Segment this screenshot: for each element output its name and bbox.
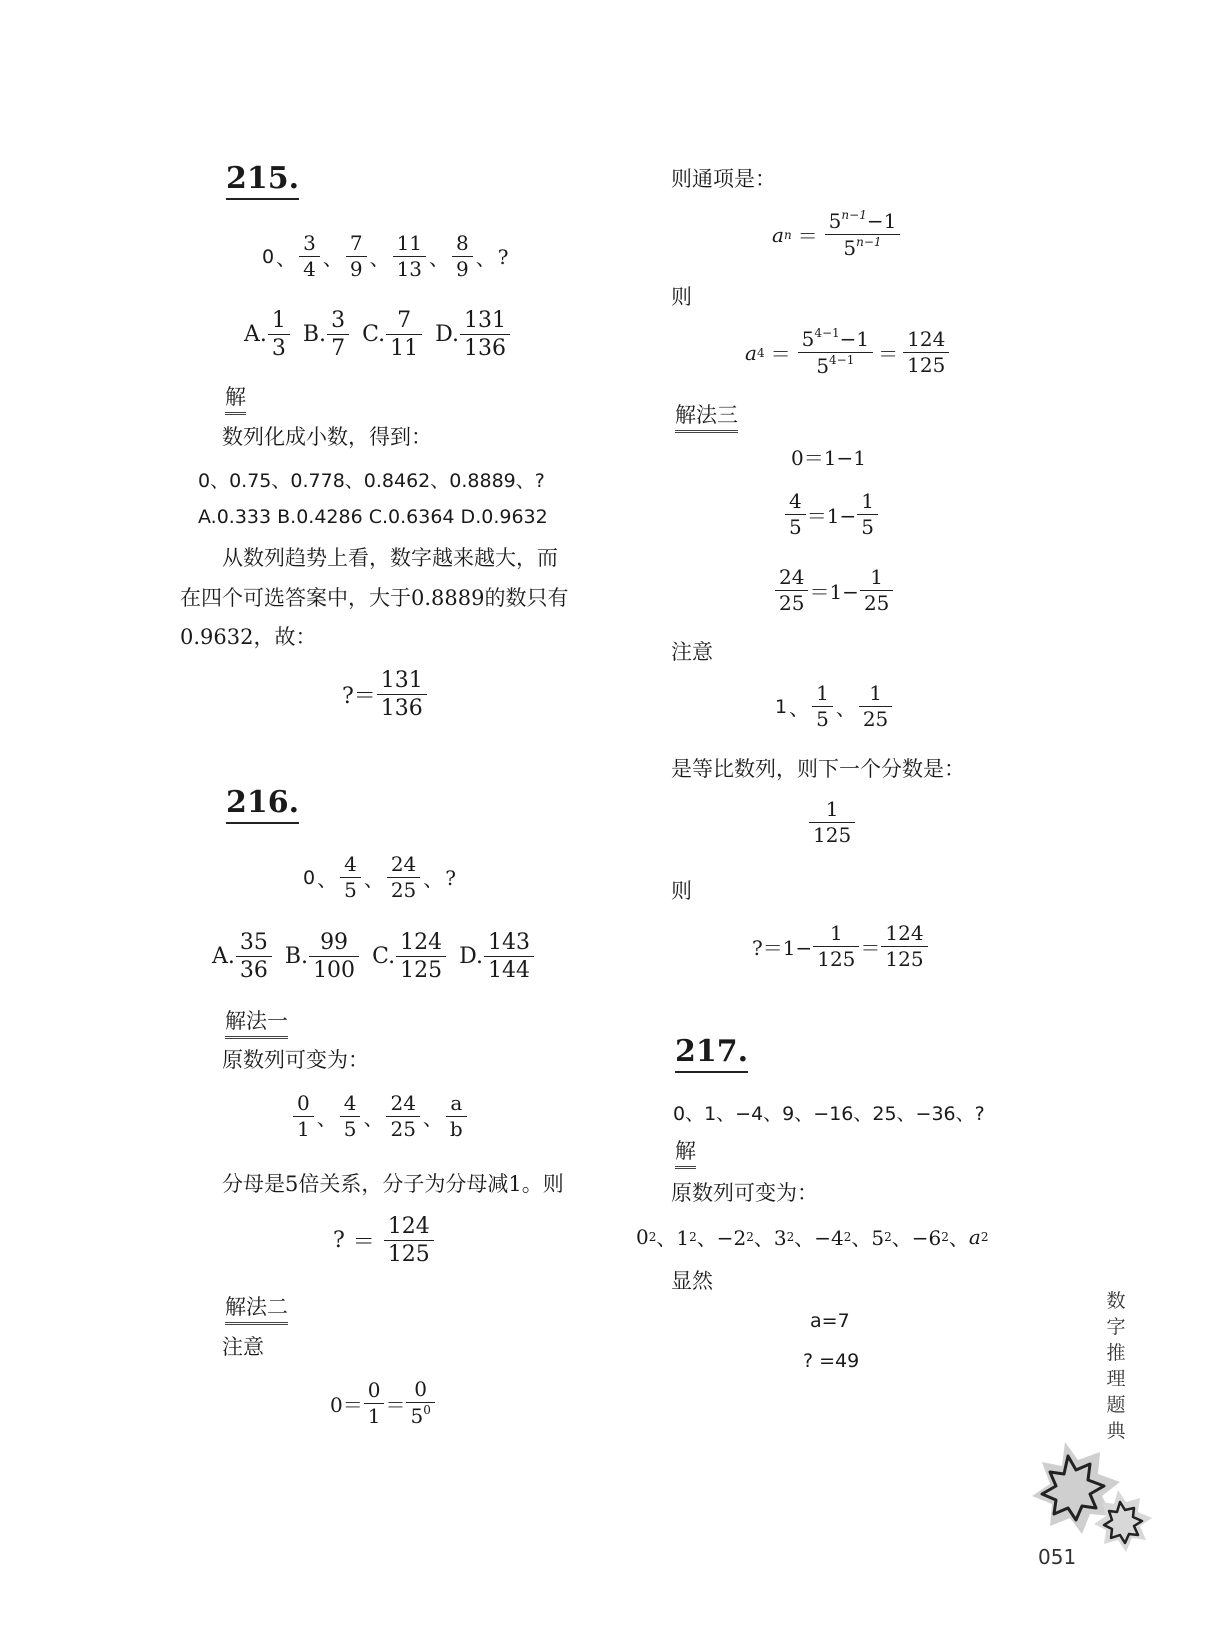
problem-215-options: A. $\frac{1}{3}$ B. $\frac{3}{7}$ C. $\frac{7}{11}$ D. $\frac{131}{136}$	[244, 308, 511, 362]
problem-217-answer: ? =49	[803, 1350, 860, 1372]
problem-216-options: A. $\frac{35}{36}$ B. $\frac{99}{100}$ C. $\frac{124}{125}$ D. $\frac{143}{144}$	[212, 930, 535, 984]
general-term-formula: a n ＝ $\frac{5^{n-1}-1}{5^{n-1}}$	[772, 209, 901, 260]
note-label: 注意	[671, 640, 713, 664]
problem-216-method-1-label: 解法一	[225, 1008, 288, 1039]
then-label-2: 则	[671, 879, 692, 903]
problem-215-answer: ?＝ $\frac{131}{136}$	[342, 668, 428, 722]
problem-217-line-1: 原数列可变为：	[671, 1181, 818, 1205]
problem-215-decimal-options: A.0.333 B.0.4286 C.0.6364 D.0.9632	[198, 506, 548, 528]
side-book-title: 数 字 推 理 题 典	[1106, 1290, 1126, 1442]
geometric-sequence: 1 、 $\frac{1}{5}$ 、 $\frac{1}{25}$	[775, 682, 893, 731]
problem-217-squares: 0 2 、1 2 、−2 2 、3 2 、−4 2 、5 2 、−6 2 、 a 2	[636, 1224, 989, 1250]
method-3-label: 解法三	[675, 402, 738, 433]
problem-215-para-3: 0.9632，故：	[180, 625, 317, 649]
geometric-text: 是等比数列，则下一个分数是：	[671, 757, 965, 781]
problem-215-decimal-sequence: 0、0.75、0.778、0.8462、0.8889、?	[198, 470, 545, 492]
problem-215-solution-label: 解	[225, 384, 246, 415]
problem-216-method-1-sequence: $\frac{0}{1}$ 、 $\frac{4}{5}$ 、 $\frac{24}{25}$ 、 $\frac{a}{b}$	[292, 1092, 468, 1141]
problem-215-line-1: 数列化成小数，得到：	[222, 425, 432, 449]
problem-217-a-value: a=7	[810, 1310, 850, 1332]
problem-217-obvious: 显然	[671, 1269, 713, 1293]
problem-217-sequence: 0、1、−4、9、−16、25、−36、?	[673, 1103, 985, 1125]
problem-215-para-2: 在四个可选答案中，大于0.8889的数只有	[180, 586, 569, 610]
page-number: 051	[1038, 1545, 1077, 1569]
method-3-eq-3: $\frac{24}{25}$ ＝1− $\frac{1}{25}$	[774, 566, 894, 615]
problem-216-sequence: 0 、 $\frac{4}{5}$ 、 $\frac{24}{25}$ 、 ?	[303, 852, 457, 902]
problem-216-method-2-equation: 0＝ $\frac{0}{1}$ ＝ $\frac{0}{5^0}$	[330, 1378, 436, 1428]
problem-215-para-1: 从数列趋势上看，数字越来越大，而	[222, 546, 558, 570]
problem-216-method-1-answer: ? ＝ $\frac{124}{125}$	[333, 1214, 435, 1268]
a4-formula: a 4 ＝ $\frac{5^{4-1}-1}{5^{4-1}}$ ＝ $\frac{124}{125}$	[745, 327, 950, 378]
problem-216-method-1-text: 分母是5倍关系，分子为分母减1。则	[222, 1172, 564, 1196]
method-3-eq-2: $\frac{4}{5}$ ＝1− $\frac{1}{5}$	[784, 490, 879, 539]
method-3-eq-1: 0＝1−1	[791, 446, 866, 470]
next-fraction: $\frac{1}{125}$	[808, 798, 856, 847]
problem-217-number: 217.	[675, 1035, 748, 1073]
problem-216-method-1-line: 原数列可变为：	[222, 1048, 369, 1072]
problem-216-number: 216.	[226, 786, 299, 824]
star-decoration-icon	[1020, 1430, 1200, 1630]
problem-215-sequence: 0 、 $\frac{3}{4}$ 、 $\frac{7}{9}$ 、 $\frac{11}{13}$ 、 $\frac{8}{9}$ 、 ?	[262, 231, 509, 281]
problem-216-method-2-label: 解法二	[225, 1294, 288, 1325]
problem-216-method-2-note: 注意	[222, 1335, 264, 1359]
problem-217-solution-label: 解	[675, 1138, 696, 1169]
general-term-intro: 则通项是：	[671, 167, 776, 191]
then-label-1: 则	[671, 285, 692, 309]
problem-215-number: 215.	[226, 162, 299, 200]
final-answer-216: ?＝1− $\frac{1}{125}$ ＝ $\frac{124}{125}$	[752, 922, 929, 971]
